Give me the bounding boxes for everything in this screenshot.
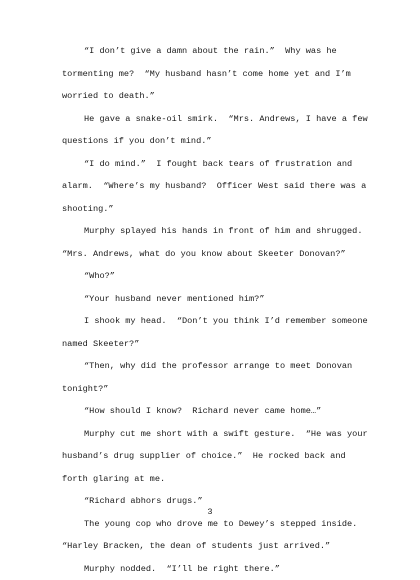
paragraph: “Your husband never mentioned him?”: [62, 288, 368, 311]
body-text: [62, 40, 368, 580]
paragraph: The young cop who drove me to Dewey’s stepped inside. “Harley Bracken, the dean of students just arrived.”: [62, 513, 368, 558]
paragraph: I shook my head. “Don’t you think I’d remember someone named Skeeter?”: [62, 310, 368, 355]
paragraph: “How should I know? Richard never came home…”: [62, 400, 368, 423]
paragraph: “I do mind.” I fought back tears of frustration and alarm. “Where’s my husband? Officer West said there was a shooting.”: [62, 153, 368, 221]
paragraph: Murphy splayed his hands in front of him and shrugged. “Mrs. Andrews, what do you know about Skeeter Donovan?”: [62, 220, 368, 265]
paragraph: “Richard abhors drugs.”: [62, 490, 368, 513]
paragraph: He gave a snake-oil smirk. “Mrs. Andrews, I have a few questions if you don’t mind.”: [62, 108, 368, 153]
paragraph: “Who?”: [62, 265, 368, 288]
paragraph: Murphy nodded. “I’ll be right there.”: [62, 558, 368, 580]
paragraph: “Then, why did the professor arrange to meet Donovan tonight?”: [62, 355, 368, 400]
paragraph: Murphy cut me short with a swift gesture. “He was your husband’s drug supplier of choice.” He rocked back and forth glaring at me.: [62, 423, 368, 491]
page-number: 3: [0, 505, 420, 519]
paragraph: “I don’t give a damn about the rain.” Why was he tormenting me? “My husband hasn’t come home yet and I’m worried to death.”: [62, 40, 368, 108]
